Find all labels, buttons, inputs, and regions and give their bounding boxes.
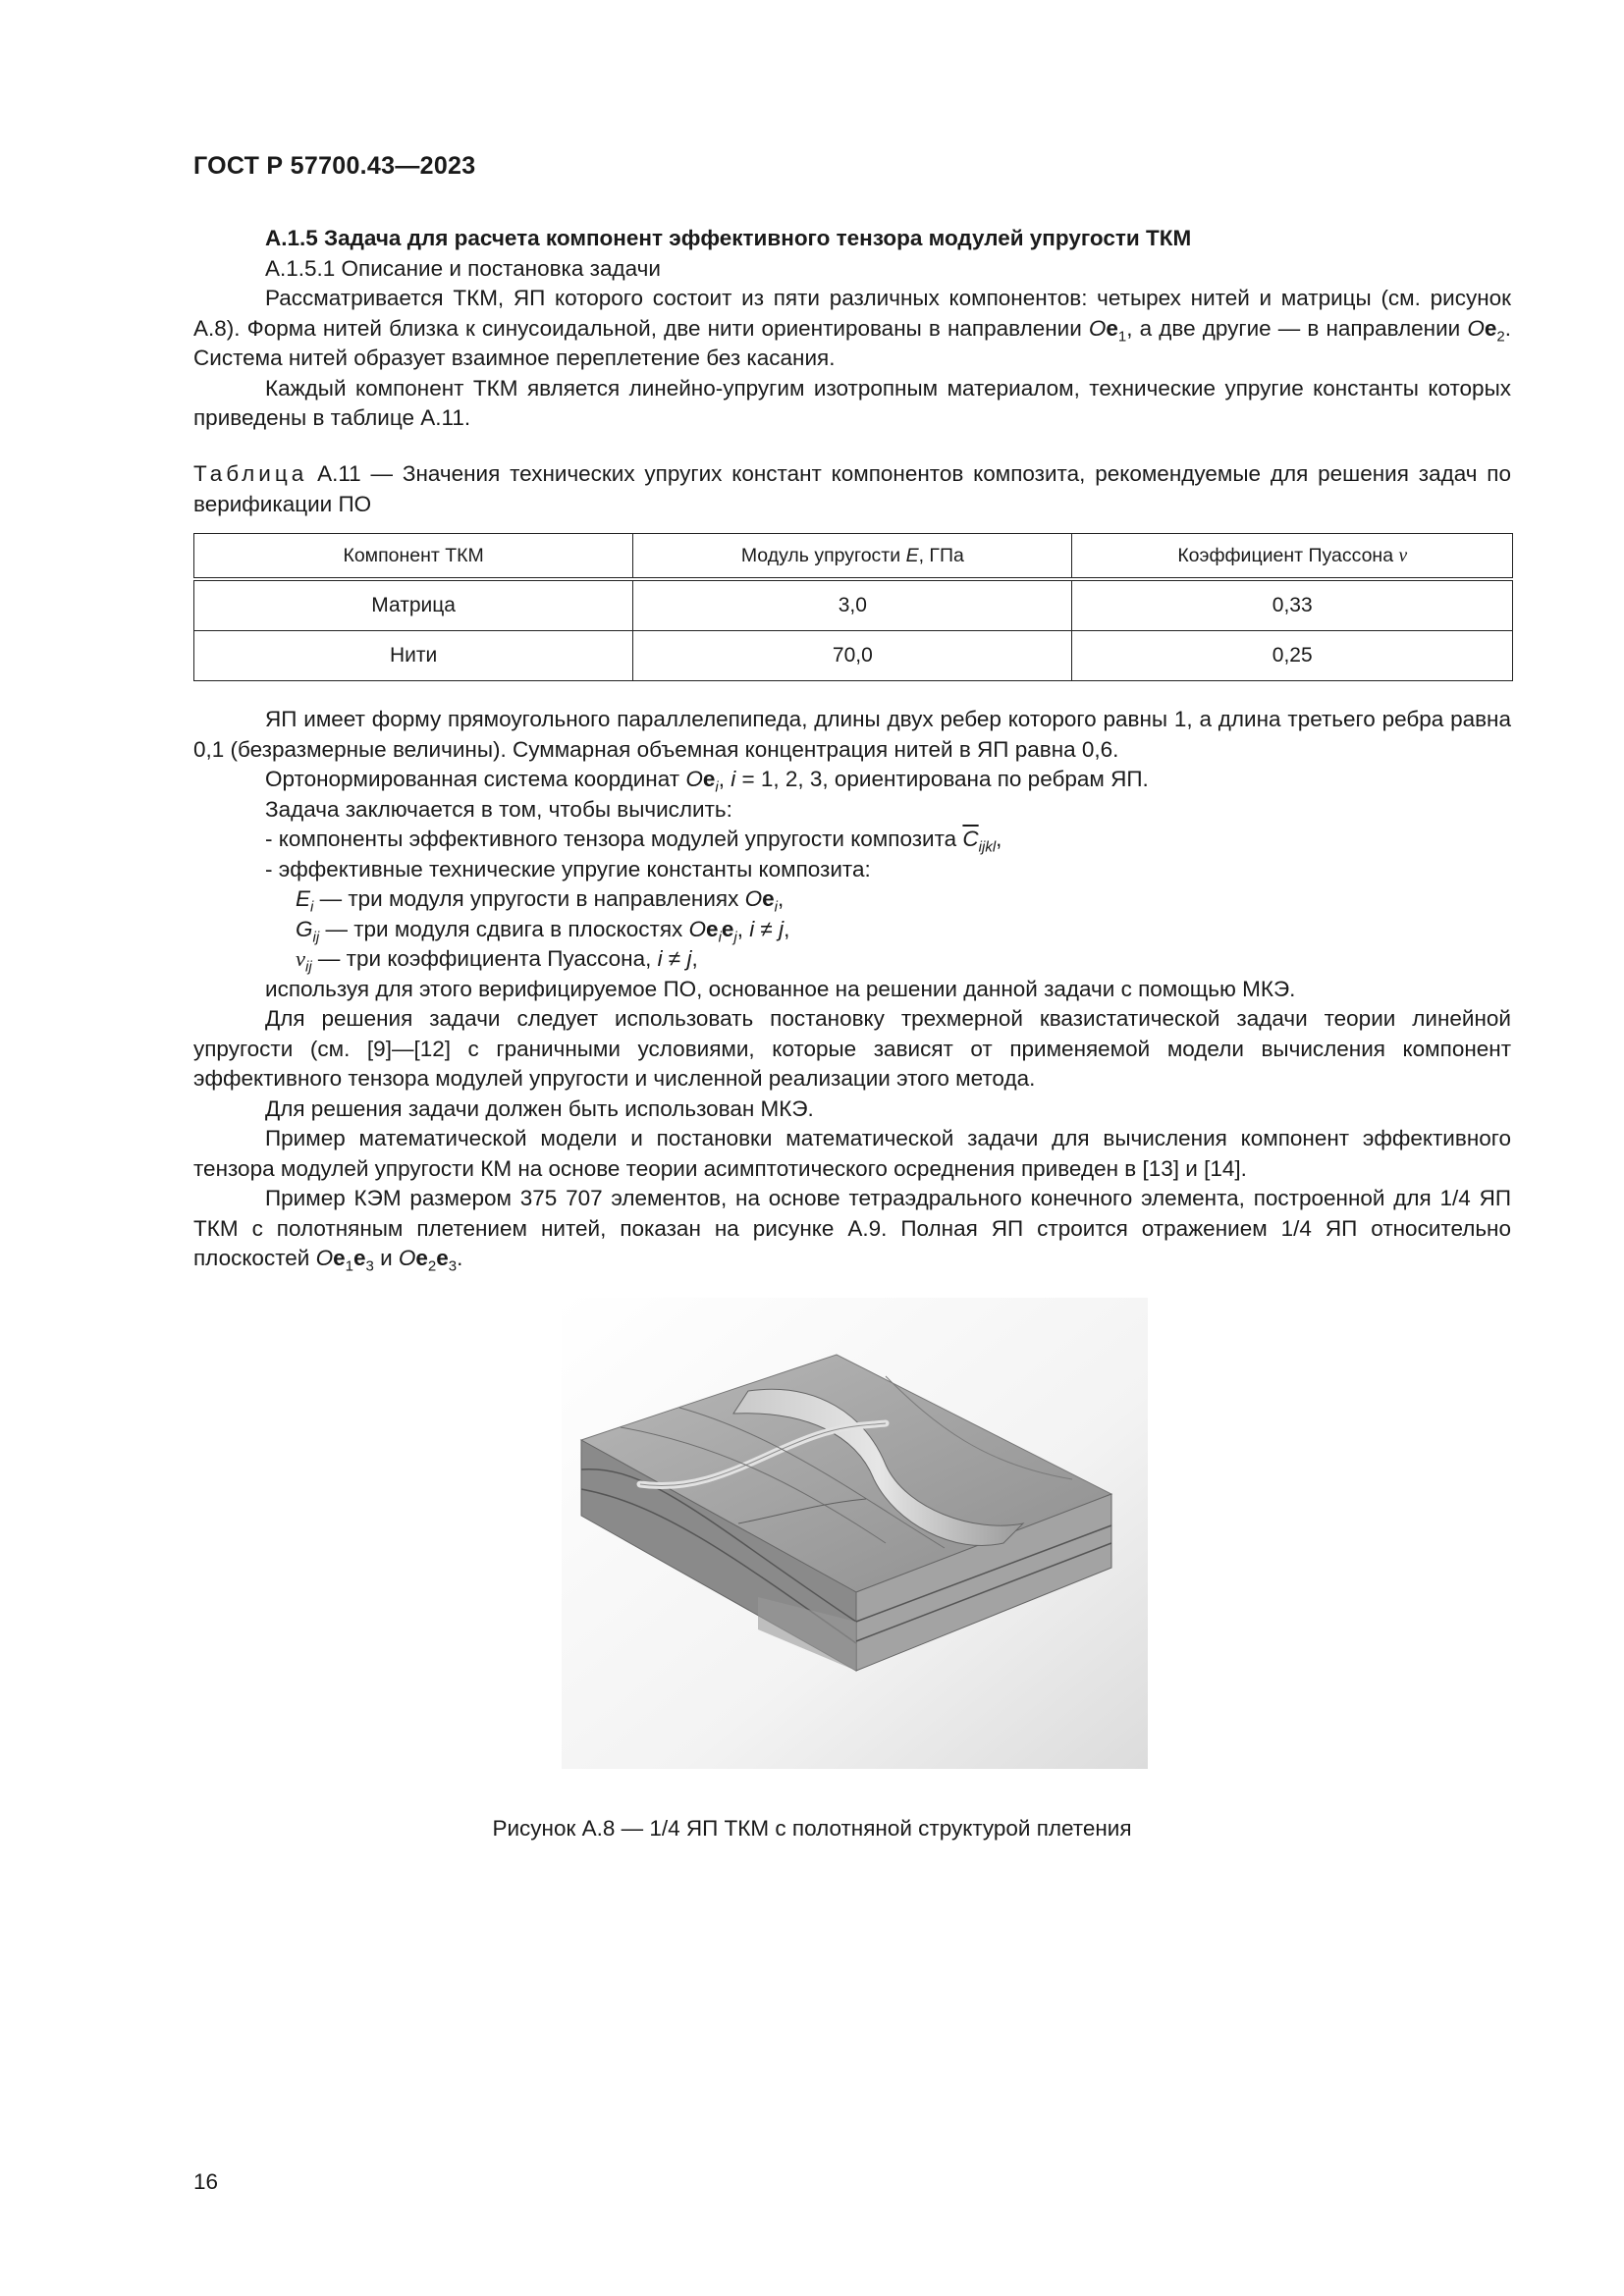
- table-caption-text: А.11 — Значения технических упругих констант компонентов композита, рекомендуемые для решения задач по верификации ПО: [193, 461, 1511, 516]
- document-header: ГОСТ Р 57700.43—2023: [193, 152, 476, 180]
- paragraph-usage: используя для этого верифицируемое ПО, основанное на решении данной задачи с помощью МКЭ.: [265, 976, 1296, 1001]
- paragraph-example-fem: Пример КЭМ размером 375 707 элементов, на основе тетраэдрального конечного элемента, построенной для 1/4 ЯП ТКМ с полотняным плетением нитей, показан на рисунке А.9. Полная ЯП строится отражением 1/4 ЯП относительно плоскостей $Oe_1e_3$ и $Oe_2e_3$.: [193, 1186, 1511, 1275]
- table-row: [194, 631, 1513, 681]
- paragraph-shape: ЯП имеет форму прямоугольного параллелепипеда, длины двух ребер которого равны 1, а длина третьего ребра равна 0,1 (безразмерные величины). Суммарная объемная концентрация нитей в ЯП равна 0,6.: [193, 707, 1511, 762]
- table-caption-label: Таблица: [193, 461, 308, 486]
- cell-poisson: 0,25: [1072, 631, 1513, 681]
- list-item: $G_{ij}$ — три модуля сдвига в плоскостях $Oe_ie_j$, i ≠ j,: [296, 916, 790, 945]
- cell-modulus: 70,0: [633, 631, 1072, 681]
- paragraph-formulation: Для решения задачи следует использовать постановку трехмерной квазистатической задачи теории линейной упругости (см. [9]—[12] с граничными условиями, которые зависят от применяемой модели вычисления компонент эффективного тензора модулей упругости и численной реализации этого метода.: [193, 1006, 1511, 1091]
- header-modulus: Модуль упругости E, ГПа: [633, 534, 1072, 580]
- table-header-row: [194, 534, 1513, 580]
- section-subtitle: А.1.5.1 Описание и постановка задачи: [265, 255, 661, 281]
- header-poisson: Коэффициент Пуассона ν: [1072, 534, 1513, 580]
- header-component: Компонент ТКМ: [194, 534, 633, 580]
- main-body: [193, 705, 1511, 1274]
- paragraph-coordinates: Ортонормированная система координат $Oe_i$, i = 1, 2, 3, ориентирована по ребрам ЯП.: [265, 767, 1149, 796]
- paragraph-components: Каждый компонент ТКМ является линейно-упругим изотропным материалом, технические упругие константы которых приведены в таблице А.11.: [193, 375, 1511, 430]
- list-item: - эффективные технические упругие константы композита:: [265, 856, 871, 881]
- figure-caption: Рисунок А.8 — 1/4 ЯП ТКМ с полотняной структурой плетения: [492, 1816, 1132, 1841]
- constants-table: [193, 533, 1513, 681]
- weave-unit-cell-figure: [562, 1298, 1148, 1769]
- cell-component: Матрица: [194, 579, 633, 631]
- cell-component: Нити: [194, 631, 633, 681]
- table-row: [194, 579, 1513, 631]
- list-item: $\nu_{ij}$ — три коэффициента Пуассона, i ≠ j,: [296, 946, 698, 976]
- list-item: $E_i$ — три модуля упругости в направлениях $Oe_i$,: [296, 886, 785, 916]
- page-number: 16: [193, 2169, 219, 2194]
- cell-poisson: 0,33: [1072, 579, 1513, 631]
- table-caption: [193, 459, 1511, 519]
- section-intro: [193, 224, 1511, 434]
- paragraph-method: Для решения задачи должен быть использован МКЭ.: [265, 1095, 814, 1121]
- paragraph-task: Задача заключается в том, чтобы вычислить:: [265, 796, 732, 822]
- section-title: А.1.5 Задача для расчета компонент эффективного тензора модулей упругости ТКМ: [265, 226, 1192, 250]
- paragraph-intro: Рассматривается ТКМ, ЯП которого состоит из пяти различных компонентов: четырех нитей и матрицы (см. рисунок А.8). Форма нитей близка к синусоидальной, две нити ориентированы в направлении $Oe_1$, а две другие — в направлении $Oe_2$. Система нитей образует взаимное переплетение без касания.: [193, 286, 1511, 370]
- list-item: - компоненты эффективного тензора модулей упругости композита $\overline{C}_{ijkl}$,: [265, 827, 1002, 856]
- cell-modulus: 3,0: [633, 579, 1072, 631]
- paragraph-example-model: Пример математической модели и постановки математической задачи для вычисления компонент эффективного тензора модулей упругости КМ на основе теории асимптотического осреднения приведен в [13] и [14].: [193, 1126, 1511, 1181]
